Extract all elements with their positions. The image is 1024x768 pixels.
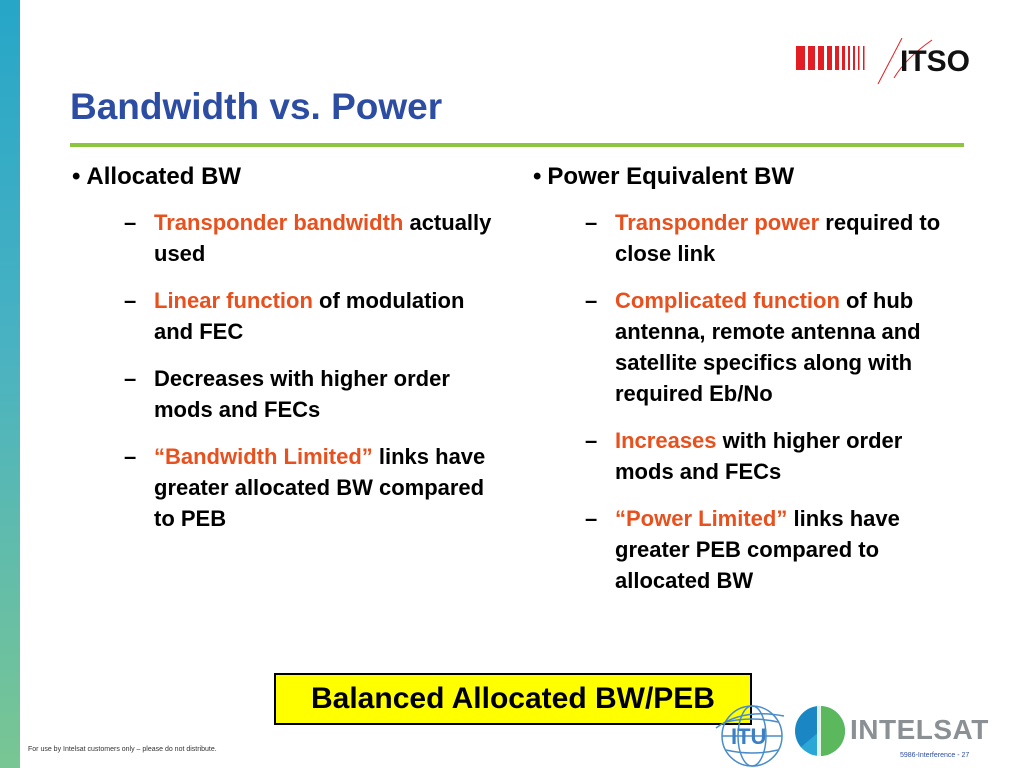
- sub-item-text: required to close link: [615, 210, 941, 266]
- intelsat-logo-text: INTELSAT: [850, 714, 989, 745]
- left-sub-item: [72, 207, 492, 269]
- highlight-text: Increases: [615, 428, 717, 453]
- left-accent-bar: [0, 0, 20, 768]
- right-sub-item: [533, 425, 963, 487]
- highlight-text: Linear function: [154, 288, 313, 313]
- sub-item-text: actually used: [154, 210, 492, 266]
- bullet-dot: •: [533, 163, 542, 190]
- title-divider: [70, 143, 964, 147]
- sub-item-text: of hub antenna, remote antenna and satellite specifics along with required Eb/No: [615, 288, 921, 406]
- highlight-text: “Power Limited”: [615, 506, 788, 531]
- left-sub-item: [72, 363, 492, 425]
- right-heading-text: Power Equivalent BW: [547, 163, 795, 190]
- right-sub-item: [533, 207, 963, 269]
- highlight-text: Transponder bandwidth: [154, 210, 404, 235]
- callout-box: Balanced Allocated BW/PEB: [274, 673, 752, 725]
- dash-marker: –: [585, 428, 598, 453]
- left-sub-item: [72, 285, 492, 347]
- intelsat-globe-icon: [793, 704, 847, 758]
- itu-logo: [712, 698, 788, 768]
- left-heading-text: Allocated BW: [86, 163, 242, 190]
- right-sub-item: [533, 503, 963, 596]
- dash-marker: –: [124, 444, 137, 469]
- right-sub-item: [533, 285, 963, 409]
- itu-logo-text: ITU: [731, 724, 767, 749]
- highlight-text: Transponder power: [615, 210, 820, 235]
- left-column: [72, 162, 492, 550]
- slide-title: Bandwidth vs. Power: [70, 86, 443, 127]
- dash-marker: –: [585, 288, 598, 313]
- right-heading: [533, 162, 963, 192]
- sub-item-text: of modulation and FEC: [154, 288, 465, 344]
- itso-logo-text: ITSO: [900, 45, 971, 78]
- highlight-text: Complicated function: [615, 288, 840, 313]
- left-sub-item: [72, 441, 492, 534]
- sub-item-text: links have greater PEB compared to allocated BW: [615, 506, 900, 593]
- dash-marker: –: [585, 210, 598, 235]
- dash-marker: –: [124, 210, 137, 235]
- sub-item-text: Decreases with higher order mods and FECs: [154, 366, 450, 422]
- sub-item-text: links have greater allocated BW compared to PEB: [154, 444, 486, 531]
- right-column: [533, 162, 963, 612]
- footer-slide-ref: 5986-Interference - 27: [900, 752, 970, 759]
- dash-marker: –: [585, 506, 598, 531]
- itso-logo: [794, 38, 972, 90]
- left-heading: [72, 162, 492, 192]
- dash-marker: –: [124, 288, 137, 313]
- sub-item-text: with higher order mods and FECs: [615, 428, 903, 484]
- footer-disclaimer: For use by Intelsat customers only – please do not distribute.: [28, 746, 217, 753]
- highlight-text: “Bandwidth Limited”: [154, 444, 373, 469]
- bullet-dot: •: [72, 163, 81, 190]
- dash-marker: –: [124, 366, 137, 391]
